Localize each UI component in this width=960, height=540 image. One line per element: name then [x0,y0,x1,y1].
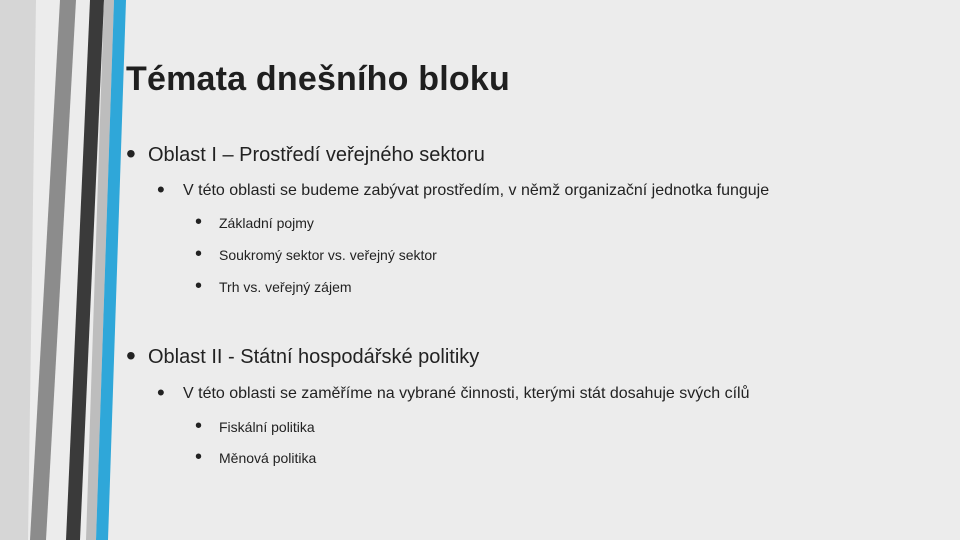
bullet-icon: • [126,138,136,169]
left-decorative-stripes [0,0,140,540]
list-item: Fiskální politika [219,419,315,435]
list-item: Základní pojmy [219,215,314,231]
bullet-icon: • [195,243,203,265]
section-1-description: V této oblasti se budeme zabývat prostředím, v němž organizační jednotka funguje [183,182,770,199]
list-item: Soukromý sektor vs. veřejný sektor [219,247,437,263]
decor-stripe-gray [30,0,76,540]
bullet-icon: • [195,275,203,297]
bullet-icon: • [195,211,203,233]
section-2-label: Oblast II - Státní hospodářské politiky [148,346,480,368]
bullet-icon: • [195,446,203,468]
list-item: Trh vs. veřejný zájem [219,279,352,295]
slide-title: Témata dnešního bloku [126,60,510,98]
section-2-description: V této oblasti se zaměříme na vybrané činnosti, kterými stát dosahuje svých cílů [183,385,750,402]
section-1-label: Oblast I – Prostředí veřejného sektoru [148,144,485,166]
decor-stripe-light [0,0,36,540]
bullet-icon: • [157,177,165,202]
bullet-icon: • [157,380,165,405]
bullet-icon: • [126,340,136,371]
bullet-icon: • [195,415,203,437]
list-item: Měnová politika [219,450,317,466]
